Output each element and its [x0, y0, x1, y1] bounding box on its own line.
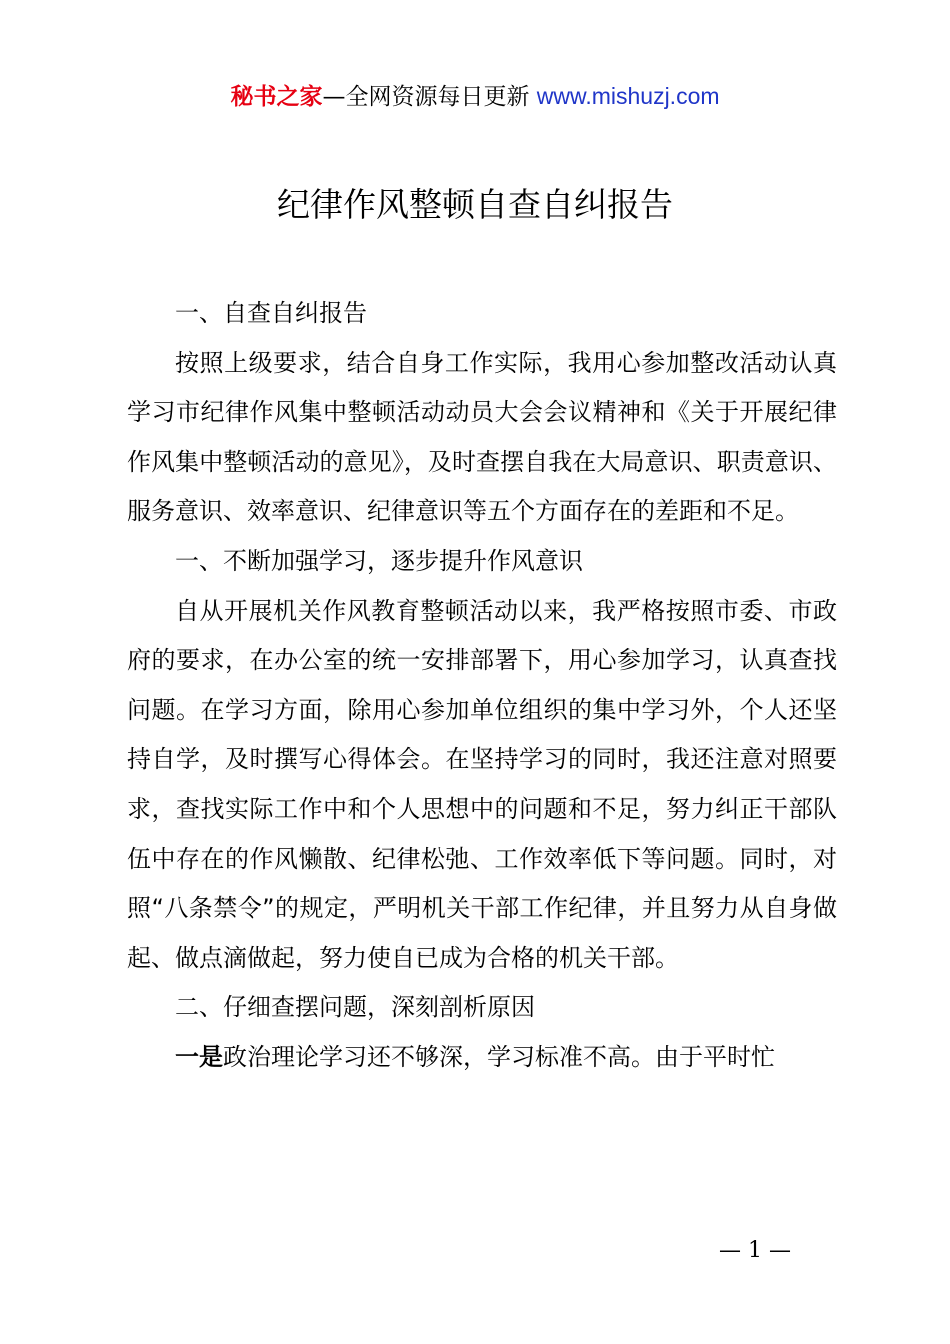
- page-number: — 1 —: [719, 1238, 791, 1263]
- brand-name: 秘书之家: [230, 84, 323, 110]
- site-slogan: —全网资源每日更新: [322, 84, 537, 110]
- document-body: [127, 289, 837, 1083]
- section-heading: 一、自查自纠报告: [175, 299, 367, 327]
- section-heading-2: 二、仔细查摆问题，深刻剖析原因: [175, 993, 535, 1022]
- point-label: 一是: [175, 1042, 223, 1071]
- intro-paragraph: 按照上级要求，结合自身工作实际，我用心参加整改活动认真学习市纪律作风集中整顿活动动员大会会议精神和《关于开展纪律作风集中整顿活动的意见》，及时查摆自我在大局意识、职责意识、服务意识、效率意识、纪律意识等五个方面存在的差距和不足。: [127, 348, 837, 526]
- document-title: 纪律作风整顿自查自纠报告: [277, 185, 673, 224]
- site-header: [0, 80, 950, 113]
- body-paragraph-1: 自从开展机关作风教育整顿活动以来，我严格按照市委、市政府的要求，在办公室的统一安排部署下，用心参加学习，认真查找问题。在学习方面，除用心参加单位组织的集中学习外，个人还坚持自学，及时撰写心得体会。在坚持学习的同时，我还注意对照要求，查找实际工作中和个人思想中的问题和不足，努力纠正干部队伍中存在的作风懒散、纪律松弛、工作效率低下等问题。同时，对照“八条禁令”的规定，严明机关干部工作纪律，并且努力从自身做起、做点滴做起，努力使自已成为合格的机关干部。: [127, 596, 837, 972]
- point-text: 政治理论学习还不够深，学习标准不高。由于平时忙: [223, 1042, 775, 1071]
- point-paragraph-1: [127, 1033, 837, 1083]
- website-link[interactable]: www.mishuzj.com: [536, 83, 720, 109]
- section-heading-1: 一、不断加强学习，逐步提升作风意识: [175, 546, 583, 575]
